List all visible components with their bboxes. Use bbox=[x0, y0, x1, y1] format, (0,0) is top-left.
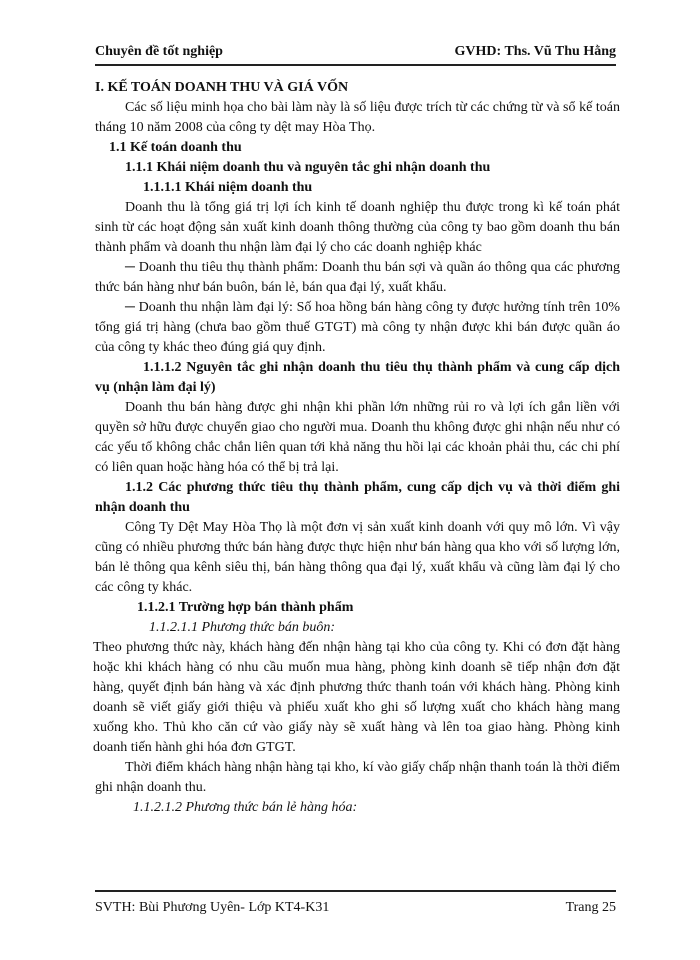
heading-1-1-1-1: 1.1.1.1 Khái niệm doanh thu bbox=[143, 180, 313, 195]
section-title: I. KẾ TOÁN DOANH THU VÀ GIÁ VỐN bbox=[95, 80, 349, 95]
timing-paragraph: Thời điểm khách hàng nhận hàng tại kho, kí vào giấy chấp nhận thanh toán là thời điểm ghi nhận doanh thu. bbox=[95, 760, 620, 795]
principle-paragraph: Doanh thu bán hàng được ghi nhận khi phần lớn những rủi ro và lợi ích gắn liền với quyền sở hữu được chuyển giao cho người mua. Doanh thu không được ghi nhận nếu như có các yếu tố không chắc chắn liên quan tới khả năng thu hồi lại các khoản phải thu, các chi phí có liên quan hoặc hàng hóa có thể bị trả lại. bbox=[95, 400, 620, 475]
heading-1-1-2-1: 1.1.2.1 Trường hợp bán thành phẩm bbox=[137, 600, 354, 615]
bullet-agency-revenue: ─ Doanh thu nhận làm đại lý: Số hoa hồng bán hàng công ty được hưởng tính trên 10% tổng giá trị hàng (chưa bao gồm thuế GTGT) mà công ty nhận được khi bán được quần áo của công ty khác theo đúng giá quy định. bbox=[95, 300, 620, 355]
header-document-title: Chuyên đề tốt nghiệp bbox=[95, 44, 223, 59]
company-paragraph: Công Ty Dệt May Hòa Thọ là một đơn vị sản xuất kinh doanh với quy mô lớn. Vì vậy cũng có nhiều phương thức bán hàng được thực hiện như bán hàng qua kho với số lượng lớn, bán lẻ thông qua kênh siêu thị, bán hàng thông qua đại lý, xuất khẩu và cũng làm đại lý cho các công ty khác. bbox=[95, 520, 620, 595]
page-footer bbox=[95, 890, 616, 918]
footer-page-number: Trang 25 bbox=[565, 900, 616, 915]
footer-student: SVTH: Bùi Phương Uyên- Lớp KT4-K31 bbox=[95, 900, 330, 915]
heading-1-1-2-1-2: 1.1.2.1.2 Phương thức bán lẻ hàng hóa: bbox=[133, 800, 358, 815]
heading-1-1-2-1-1: 1.1.2.1.1 Phương thức bán buôn: bbox=[149, 620, 336, 635]
heading-1-1-1-2: 1.1.1.2 Nguyên tắc ghi nhận doanh thu tiêu thụ thành phẩm và cung cấp dịch vụ (nhận làm đại lý) bbox=[95, 360, 620, 395]
intro-paragraph: Các số liệu minh họa cho bài làm này là số liệu được trích từ các chứng từ và sổ kế toán tháng 10 năm 2008 của công ty dệt may Hòa Thọ. bbox=[95, 100, 620, 135]
heading-1-1: 1.1 Kế toán doanh thu bbox=[109, 140, 242, 155]
page-header bbox=[95, 40, 616, 66]
definition-paragraph: Doanh thu là tổng giá trị lợi ích kinh tế doanh nghiệp thu được trong kì kế toán phát sinh từ các hoạt động sản xuất kinh doanh thông thường của công ty bao gồm doanh thu bán thành phẩm và doanh thu nhận làm đại lý cho các doanh nghiệp khác bbox=[95, 200, 620, 255]
wholesale-paragraph: Theo phương thức này, khách hàng đến nhận hàng tại kho của công ty. Khi có đơn đặt hàng hoặc khi khách hàng có nhu cầu muốn mua hàng, phòng kinh doanh sẽ tiếp nhận đơn đặt hàng, quyết định bán hàng và xác định phương thức thanh toán với khách hàng. Phòng kinh doanh sẽ viết giấy giới thiệu và phiếu xuất kho ghi số lượng xuất cho khách hàng mang xuống kho. Thủ kho căn cứ vào giấy này sẽ xuất hàng và lên toa giao hàng. Phòng kinh doanh tiến hành ghi hóa đơn GTGT. bbox=[93, 640, 620, 755]
heading-1-1-2: 1.1.2 Các phương thức tiêu thụ thành phẩm, cung cấp dịch vụ và thời điểm ghi nhận doanh thu bbox=[95, 480, 620, 515]
page-content bbox=[95, 78, 620, 818]
header-advisor: GVHD: Ths. Vũ Thu Hằng bbox=[454, 44, 616, 59]
bullet-product-revenue: ─ Doanh thu tiêu thụ thành phẩm: Doanh thu bán sợi và quần áo thông qua các phương thức bán hàng như bán buôn, bán lẻ, bán qua đại lý, xuất khẩu. bbox=[95, 260, 620, 295]
heading-1-1-1: 1.1.1 Khái niệm doanh thu và nguyên tắc ghi nhận doanh thu bbox=[125, 160, 491, 175]
